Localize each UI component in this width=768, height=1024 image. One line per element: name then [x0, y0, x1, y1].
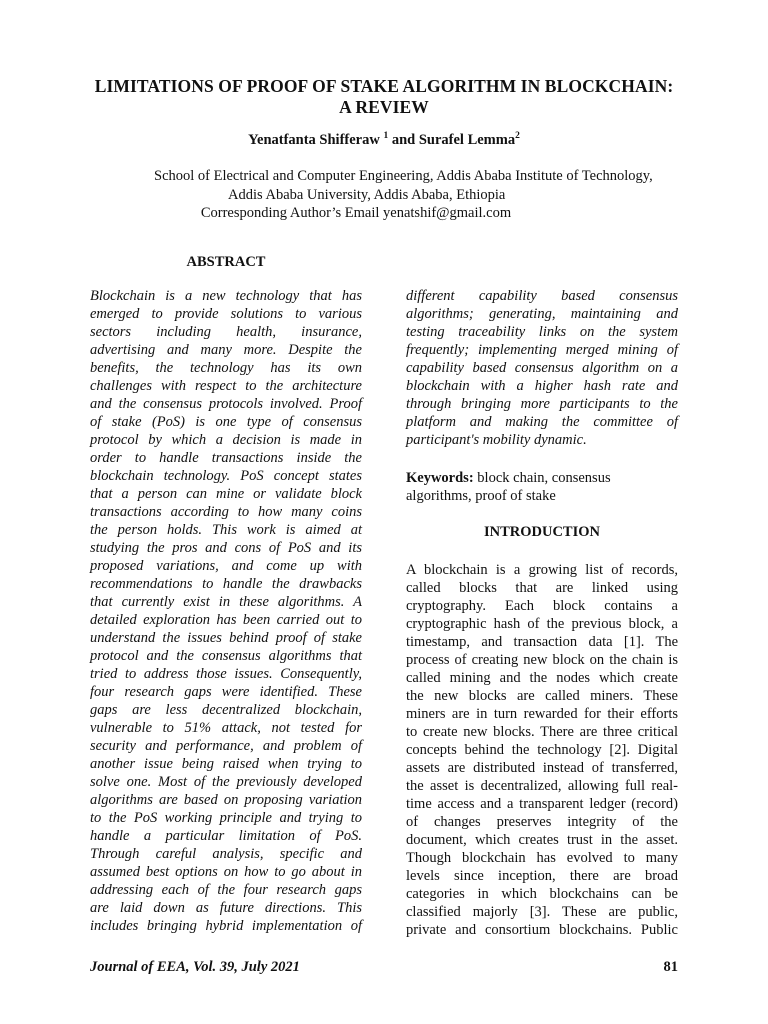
text-line: blockchain with a higher hash rate and	[406, 378, 678, 394]
text-line: sectors including health, insurance,	[90, 324, 362, 340]
page-number: 81	[663, 959, 678, 975]
text-line: blockchain technology. PoS concept states	[90, 468, 362, 484]
keywords-line-2: algorithms, proof of stake	[406, 488, 556, 504]
text-line: to the PoS working principle and trying to	[90, 810, 362, 826]
author-2-name: and Surafel Lemma	[388, 131, 516, 148]
text-line: Though blockchain has evolved to many	[406, 850, 678, 866]
author-1-affiliation-mark: 1	[383, 131, 389, 141]
keywords	[406, 469, 678, 505]
text-line: assets are distributed instead of transferred,	[406, 760, 678, 776]
text-line: cryptographic hash of the previous block, a	[406, 616, 678, 632]
text-line: called blocks that are linked using	[406, 580, 678, 596]
text-line: concepts behind the technology [2]. Digital	[406, 742, 678, 758]
abstract-left-column	[90, 287, 362, 935]
text-line: recommendations to handle the drawbacks	[90, 576, 362, 592]
text-line: the asset is decentralized, allowing full real-	[406, 778, 678, 794]
text-line: levels since inception, there are broad	[406, 868, 678, 884]
abstract-heading	[90, 254, 362, 271]
text-line: four research gaps were identified. These	[90, 684, 362, 700]
author-2-affiliation-mark: 2	[515, 131, 520, 141]
introduction-heading: INTRODUCTION	[483, 524, 600, 540]
title-line-2: A REVIEW	[339, 97, 429, 117]
text-line: miners are in turn rewarded for their efforts	[406, 706, 678, 722]
abstract-right-column	[406, 287, 678, 449]
text-line: of stake (PoS) is one type of consensus	[90, 414, 362, 430]
text-line: to create new blocks. There are three critical	[406, 724, 678, 740]
text-line: that currently exist in these algorithms. A	[90, 594, 362, 610]
text-line: the new blocks are called miners. These	[406, 688, 678, 704]
text-line: platform and making the committee of	[406, 414, 678, 430]
text-line: protocol and the consensus algorithms that	[90, 648, 362, 664]
text-line: and the consensus protocols involved. Proof	[90, 396, 362, 412]
text-line: addressing each of the four research gaps	[90, 882, 362, 898]
text-line: process of creating new block on the chain is	[406, 652, 678, 668]
text-line: of changes preserves integrity of the	[406, 814, 678, 830]
text-line: that a person can mine or validate block	[90, 486, 362, 502]
text-line: participant's mobility dynamic.	[406, 432, 587, 448]
text-line: time access and a transparent ledger (record)	[406, 796, 678, 812]
text-line: emerged to provide solutions to various	[90, 306, 362, 322]
affiliation-line-2: Addis Ababa University, Addis Ababa, Ethiopia	[228, 186, 506, 203]
text-line: detailed exploration has been carried out to	[90, 612, 362, 628]
text-line: challenges with respect to the architecture	[90, 378, 362, 394]
paper-title	[60, 76, 708, 118]
introduction-body	[406, 561, 678, 939]
text-line: algorithms; generating, maintaining and	[406, 306, 678, 322]
text-line: timestamp, and transaction data [1]. The	[406, 634, 678, 650]
text-line: algorithms are based on proposing variation	[90, 792, 362, 808]
text-line: Through careful analysis, specific and	[90, 846, 362, 862]
keywords-label: Keywords:	[406, 470, 474, 486]
page-footer	[90, 959, 678, 976]
text-line: vulnerable to 51% attack, not tested for	[90, 720, 362, 736]
abstract-heading-text: ABSTRACT	[186, 254, 266, 270]
text-line: frequently; implementing merged mining of	[406, 342, 678, 358]
text-line: the person holds. This work is aimed at	[90, 522, 362, 538]
keywords-line-1: block chain, consensus	[473, 470, 611, 486]
text-line: includes bringing hybrid implementation of	[90, 918, 362, 934]
corresponding-email: Corresponding Author’s Email yenatshif@gmail.com	[200, 205, 512, 221]
text-line: A blockchain is a growing list of records,	[406, 562, 678, 578]
text-line: testing traceability links on the system	[406, 324, 678, 340]
text-line: called mining and the nodes which create	[406, 670, 678, 686]
text-line: another issue being raised when trying to	[90, 756, 362, 772]
text-line: gaps are less decentralized blockchain,	[90, 702, 362, 718]
text-line: solve one. Most of the previously developed	[90, 774, 362, 790]
text-line: document, which creates trust in the asset.	[406, 832, 678, 848]
text-line: handle a particular limitation of PoS.	[90, 828, 362, 844]
text-line: order to handle transactions inside the	[90, 450, 362, 466]
affiliation-line-1: School of Electrical and Computer Engineering, Addis Ababa Institute of Technology,	[154, 168, 653, 184]
text-line: understand the issues behind proof of stake	[90, 630, 362, 646]
text-line: security and performance, and problem of	[90, 738, 362, 754]
right-column	[406, 287, 678, 939]
text-line: classified majorly [3]. These are public,	[406, 904, 678, 920]
text-line: benefits, the technology has its own	[90, 360, 362, 376]
text-line: transactions according to how many coins	[90, 504, 362, 520]
author-1-name: Yenatfanta Shifferaw	[248, 131, 384, 148]
text-line: categories in which blockchains can be	[406, 886, 678, 902]
text-line: are laid down as future directions. This	[90, 900, 362, 916]
journal-citation: Journal of EEA, Vol. 39, July 2021	[90, 959, 300, 975]
text-line: assumed best options on how to go about in	[90, 864, 362, 880]
text-line: through bringing more participants to the	[406, 396, 678, 412]
author-list	[60, 131, 708, 149]
title-line-1: LIMITATIONS OF PROOF OF STAKE ALGORITHM IN BLOCKCHAIN:	[94, 76, 674, 96]
text-line: protocol by which a decision is made in	[90, 432, 362, 448]
text-line: advertising and many more. Despite the	[90, 342, 362, 358]
text-line: studying the pros and cons of PoS and its	[90, 540, 362, 556]
text-line: proposed variations, and come up with	[90, 558, 362, 574]
text-line: private and consortium blockchains. Public	[406, 922, 678, 938]
text-line: Blockchain is a new technology that has	[90, 288, 362, 304]
text-line: different capability based consensus	[406, 288, 678, 304]
text-line: cryptography. Each block contains a	[406, 598, 678, 614]
text-line: capability based consensus algorithm on a	[406, 360, 678, 376]
affiliation-block	[60, 167, 708, 223]
text-line: tried to address those issues. Consequently,	[90, 666, 362, 682]
